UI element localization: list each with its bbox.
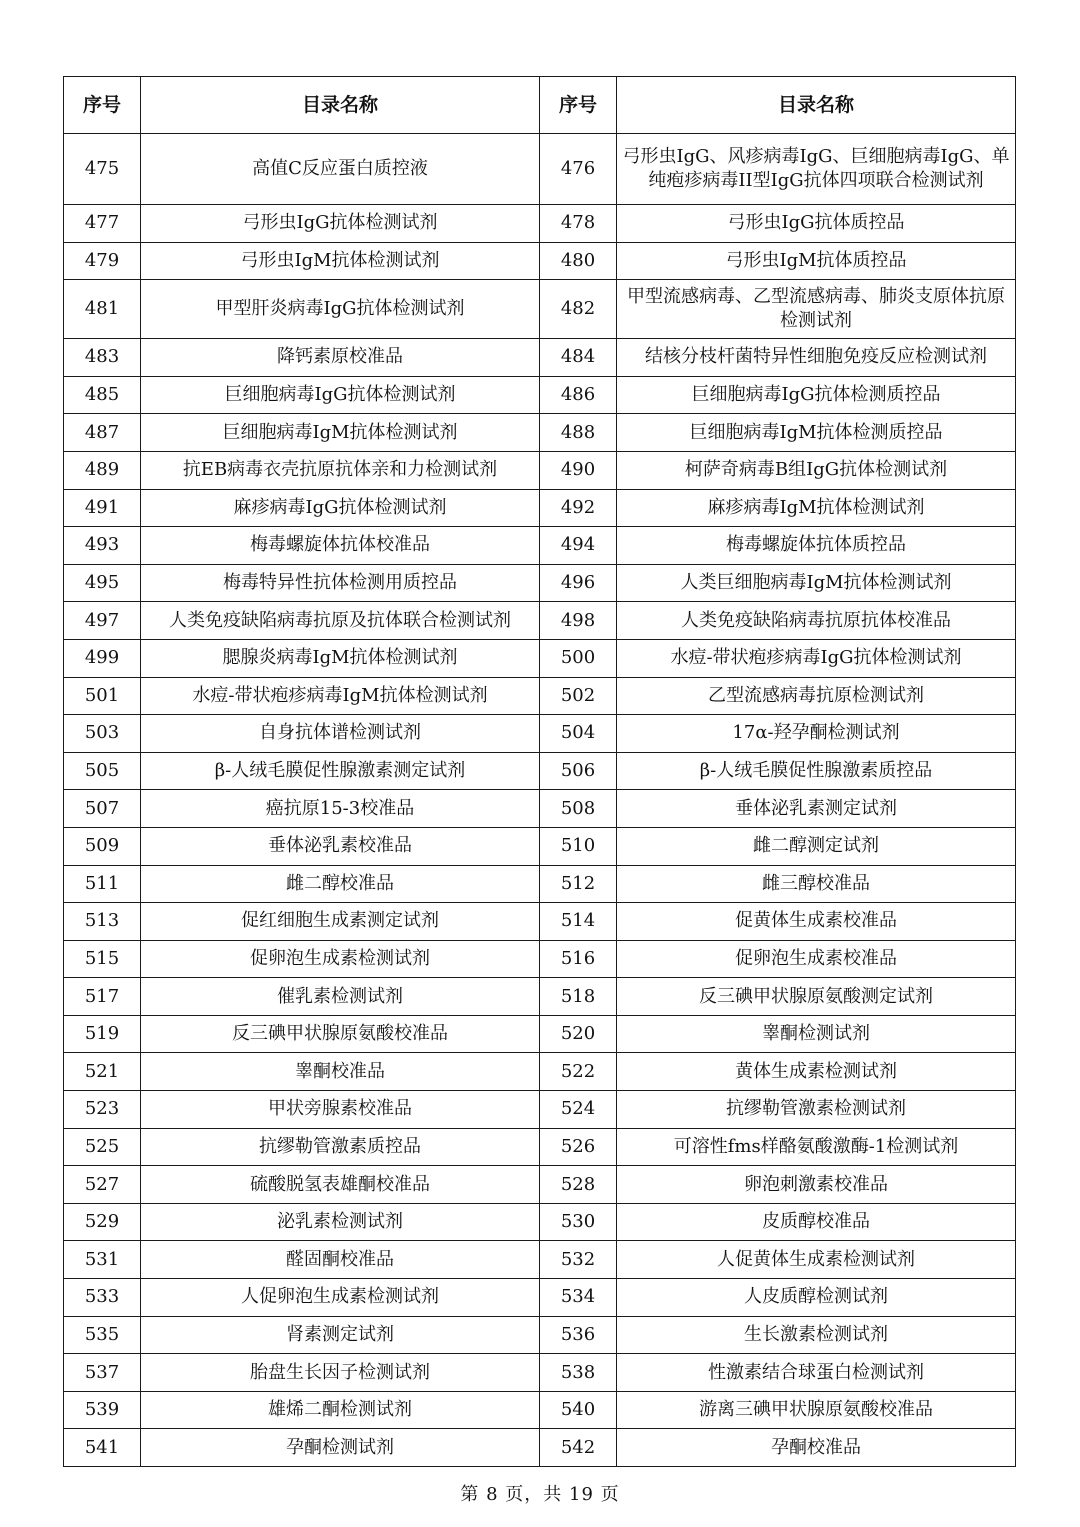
table-row <box>64 677 1016 715</box>
cell-serial-right: 506 <box>540 752 617 790</box>
cell-serial-left: 501 <box>64 677 141 715</box>
cell-name-right: 巨细胞病毒IgG抗体检测质控品 <box>617 376 1016 414</box>
cell-name-left: 弓形虫IgM抗体检测试剂 <box>141 242 540 280</box>
cell-name-right: 性激素结合球蛋白检测试剂 <box>617 1354 1016 1392</box>
table-row <box>64 1053 1016 1091</box>
cell-serial-left: 511 <box>64 865 141 903</box>
cell-serial-left: 487 <box>64 414 141 452</box>
cell-name-right: 柯萨奇病毒B组IgG抗体检测试剂 <box>617 451 1016 489</box>
cell-name-left: 醛固酮校准品 <box>141 1241 540 1279</box>
cell-serial-left: 537 <box>64 1354 141 1392</box>
cell-name-left: 肾素测定试剂 <box>141 1316 540 1354</box>
cell-name-left: 泌乳素检测试剂 <box>141 1203 540 1241</box>
table-row <box>64 715 1016 753</box>
cell-serial-left: 515 <box>64 940 141 978</box>
cell-name-right: 皮质醇校准品 <box>617 1203 1016 1241</box>
cell-name-right: 促黄体生成素校准品 <box>617 903 1016 941</box>
cell-name-left: 人促卵泡生成素检测试剂 <box>141 1279 540 1317</box>
table-row <box>64 1354 1016 1392</box>
cell-serial-right: 540 <box>540 1391 617 1429</box>
cell-serial-left: 475 <box>64 134 141 205</box>
table-row <box>64 376 1016 414</box>
cell-name-left: 抗EB病毒衣壳抗原抗体亲和力检测试剂 <box>141 451 540 489</box>
cell-serial-right: 486 <box>540 376 617 414</box>
cell-name-left: 甲型肝炎病毒IgG抗体检测试剂 <box>141 280 540 339</box>
cell-serial-right: 484 <box>540 339 617 377</box>
table-row <box>64 865 1016 903</box>
cell-serial-right: 500 <box>540 639 617 677</box>
cell-name-right: 雌二醇测定试剂 <box>617 827 1016 865</box>
cell-serial-right: 536 <box>540 1316 617 1354</box>
cell-serial-left: 479 <box>64 242 141 280</box>
cell-name-right: 抗缪勒管激素检测试剂 <box>617 1091 1016 1129</box>
table-row <box>64 940 1016 978</box>
cell-name-right: 人类巨细胞病毒IgM抗体检测试剂 <box>617 564 1016 602</box>
cell-name-left: 孕酮检测试剂 <box>141 1429 540 1467</box>
cell-serial-left: 541 <box>64 1429 141 1467</box>
table-row <box>64 1015 1016 1053</box>
cell-name-right: 垂体泌乳素测定试剂 <box>617 790 1016 828</box>
cell-name-right: 游离三碘甲状腺原氨酸校准品 <box>617 1391 1016 1429</box>
cell-serial-left: 533 <box>64 1279 141 1317</box>
header-name-left: 目录名称 <box>141 77 540 134</box>
cell-name-right: 梅毒螺旋体抗体质控品 <box>617 527 1016 565</box>
cell-serial-right: 492 <box>540 489 617 527</box>
cell-serial-left: 521 <box>64 1053 141 1091</box>
cell-serial-left: 523 <box>64 1091 141 1129</box>
cell-serial-left: 507 <box>64 790 141 828</box>
cell-serial-right: 502 <box>540 677 617 715</box>
cell-serial-left: 483 <box>64 339 141 377</box>
table-row <box>64 752 1016 790</box>
cell-serial-left: 499 <box>64 639 141 677</box>
table-row <box>64 242 1016 280</box>
cell-name-right: 生长激素检测试剂 <box>617 1316 1016 1354</box>
cell-name-right: 麻疹病毒IgM抗体检测试剂 <box>617 489 1016 527</box>
cell-serial-right: 516 <box>540 940 617 978</box>
cell-name-right: β-人绒毛膜促性腺激素质控品 <box>617 752 1016 790</box>
table-row <box>64 205 1016 243</box>
cell-serial-left: 477 <box>64 205 141 243</box>
cell-name-left: 催乳素检测试剂 <box>141 978 540 1016</box>
cell-name-left: 反三碘甲状腺原氨酸校准品 <box>141 1015 540 1053</box>
cell-name-left: 雌二醇校准品 <box>141 865 540 903</box>
cell-name-right: 结核分枝杆菌特异性细胞免疫反应检测试剂 <box>617 339 1016 377</box>
cell-name-left: 腮腺炎病毒IgM抗体检测试剂 <box>141 639 540 677</box>
cell-serial-left: 527 <box>64 1166 141 1204</box>
cell-serial-right: 528 <box>540 1166 617 1204</box>
cell-serial-right: 494 <box>540 527 617 565</box>
cell-name-left: 促卵泡生成素检测试剂 <box>141 940 540 978</box>
table-row <box>64 1241 1016 1279</box>
cell-serial-right: 530 <box>540 1203 617 1241</box>
cell-serial-left: 495 <box>64 564 141 602</box>
cell-serial-right: 538 <box>540 1354 617 1392</box>
table-row <box>64 339 1016 377</box>
table-row <box>64 1166 1016 1204</box>
cell-name-right: 17α-羟孕酮检测试剂 <box>617 715 1016 753</box>
cell-name-right: 水痘-带状疱疹病毒IgG抗体检测试剂 <box>617 639 1016 677</box>
cell-name-right: 弓形虫IgM抗体质控品 <box>617 242 1016 280</box>
cell-serial-right: 526 <box>540 1128 617 1166</box>
cell-name-left: 高值C反应蛋白质控液 <box>141 134 540 205</box>
cell-name-left: 弓形虫IgG抗体检测试剂 <box>141 205 540 243</box>
cell-name-left: 人类免疫缺陷病毒抗原及抗体联合检测试剂 <box>141 602 540 640</box>
cell-serial-right: 478 <box>540 205 617 243</box>
cell-name-right: 弓形虫IgG抗体质控品 <box>617 205 1016 243</box>
cell-serial-left: 481 <box>64 280 141 339</box>
header-serial-right: 序号 <box>540 77 617 134</box>
cell-serial-right: 498 <box>540 602 617 640</box>
cell-name-right: 促卵泡生成素校准品 <box>617 940 1016 978</box>
cell-serial-right: 490 <box>540 451 617 489</box>
table-row <box>64 1391 1016 1429</box>
cell-serial-left: 517 <box>64 978 141 1016</box>
cell-serial-right: 518 <box>540 978 617 1016</box>
catalog-table <box>63 76 1016 1467</box>
table-row <box>64 280 1016 339</box>
cell-serial-left: 519 <box>64 1015 141 1053</box>
cell-name-left: 麻疹病毒IgG抗体检测试剂 <box>141 489 540 527</box>
table-header-row <box>64 77 1016 134</box>
cell-serial-left: 529 <box>64 1203 141 1241</box>
cell-serial-left: 535 <box>64 1316 141 1354</box>
table-row <box>64 1316 1016 1354</box>
cell-serial-right: 510 <box>540 827 617 865</box>
cell-name-left: 垂体泌乳素校准品 <box>141 827 540 865</box>
cell-serial-left: 497 <box>64 602 141 640</box>
cell-serial-left: 503 <box>64 715 141 753</box>
cell-serial-left: 509 <box>64 827 141 865</box>
cell-name-right: 乙型流感病毒抗原检测试剂 <box>617 677 1016 715</box>
cell-name-right: 睾酮检测试剂 <box>617 1015 1016 1053</box>
cell-name-left: 雄烯二酮检测试剂 <box>141 1391 540 1429</box>
cell-name-left: 降钙素原校准品 <box>141 339 540 377</box>
cell-serial-left: 489 <box>64 451 141 489</box>
cell-name-left: 自身抗体谱检测试剂 <box>141 715 540 753</box>
table-row <box>64 1279 1016 1317</box>
cell-serial-right: 508 <box>540 790 617 828</box>
table-row <box>64 414 1016 452</box>
header-name-right: 目录名称 <box>617 77 1016 134</box>
table-row <box>64 602 1016 640</box>
cell-name-right: 人促黄体生成素检测试剂 <box>617 1241 1016 1279</box>
cell-serial-right: 496 <box>540 564 617 602</box>
cell-serial-right: 542 <box>540 1429 617 1467</box>
cell-name-left: 硫酸脱氢表雄酮校准品 <box>141 1166 540 1204</box>
cell-name-left: β-人绒毛膜促性腺激素测定试剂 <box>141 752 540 790</box>
cell-name-right: 卵泡刺激素校准品 <box>617 1166 1016 1204</box>
cell-name-left: 梅毒螺旋体抗体校准品 <box>141 527 540 565</box>
cell-serial-right: 534 <box>540 1279 617 1317</box>
cell-serial-left: 531 <box>64 1241 141 1279</box>
cell-name-left: 促红细胞生成素测定试剂 <box>141 903 540 941</box>
cell-name-left: 梅毒特异性抗体检测用质控品 <box>141 564 540 602</box>
cell-name-right: 可溶性fms样酪氨酸激酶-1检测试剂 <box>617 1128 1016 1166</box>
cell-serial-right: 504 <box>540 715 617 753</box>
cell-serial-right: 514 <box>540 903 617 941</box>
table-row <box>64 790 1016 828</box>
header-serial-left: 序号 <box>64 77 141 134</box>
cell-serial-right: 524 <box>540 1091 617 1129</box>
table-row <box>64 1203 1016 1241</box>
table-row <box>64 639 1016 677</box>
cell-name-right: 人类免疫缺陷病毒抗原抗体校准品 <box>617 602 1016 640</box>
cell-name-left: 巨细胞病毒IgG抗体检测试剂 <box>141 376 540 414</box>
cell-name-right: 雌三醇校准品 <box>617 865 1016 903</box>
table-row <box>64 489 1016 527</box>
cell-serial-left: 539 <box>64 1391 141 1429</box>
table-row <box>64 827 1016 865</box>
cell-serial-right: 488 <box>540 414 617 452</box>
cell-name-right: 孕酮校准品 <box>617 1429 1016 1467</box>
cell-name-left: 巨细胞病毒IgM抗体检测试剂 <box>141 414 540 452</box>
cell-serial-right: 482 <box>540 280 617 339</box>
page-footer: 第 8 页，共 19 页 <box>460 1484 620 1505</box>
cell-name-left: 水痘-带状疱疹病毒IgM抗体检测试剂 <box>141 677 540 715</box>
cell-name-left: 胎盘生长因子检测试剂 <box>141 1354 540 1392</box>
cell-serial-right: 512 <box>540 865 617 903</box>
cell-serial-right: 476 <box>540 134 617 205</box>
cell-serial-left: 485 <box>64 376 141 414</box>
cell-name-left: 睾酮校准品 <box>141 1053 540 1091</box>
cell-name-right: 巨细胞病毒IgM抗体检测质控品 <box>617 414 1016 452</box>
table-row <box>64 1429 1016 1467</box>
cell-serial-right: 520 <box>540 1015 617 1053</box>
cell-name-right: 人皮质醇检测试剂 <box>617 1279 1016 1317</box>
cell-serial-left: 505 <box>64 752 141 790</box>
cell-serial-right: 522 <box>540 1053 617 1091</box>
cell-name-left: 甲状旁腺素校准品 <box>141 1091 540 1129</box>
table-row <box>64 1128 1016 1166</box>
cell-serial-left: 491 <box>64 489 141 527</box>
cell-serial-right: 480 <box>540 242 617 280</box>
cell-name-right: 反三碘甲状腺原氨酸测定试剂 <box>617 978 1016 1016</box>
cell-name-right: 甲型流感病毒、乙型流感病毒、肺炎支原体抗原检测试剂 <box>617 280 1016 339</box>
cell-name-left: 癌抗原15-3校准品 <box>141 790 540 828</box>
table-row <box>64 903 1016 941</box>
cell-name-left: 抗缪勒管激素质控品 <box>141 1128 540 1166</box>
cell-name-right: 黄体生成素检测试剂 <box>617 1053 1016 1091</box>
table-row <box>64 1091 1016 1129</box>
cell-name-right: 弓形虫IgG、风疹病毒IgG、巨细胞病毒IgG、单纯疱疹病毒II型IgG抗体四项联合检测试剂 <box>617 134 1016 205</box>
cell-serial-left: 513 <box>64 903 141 941</box>
table-row <box>64 527 1016 565</box>
cell-serial-right: 532 <box>540 1241 617 1279</box>
cell-serial-left: 525 <box>64 1128 141 1166</box>
cell-serial-left: 493 <box>64 527 141 565</box>
table-row <box>64 134 1016 205</box>
table-row <box>64 564 1016 602</box>
table-row <box>64 978 1016 1016</box>
table-row <box>64 451 1016 489</box>
